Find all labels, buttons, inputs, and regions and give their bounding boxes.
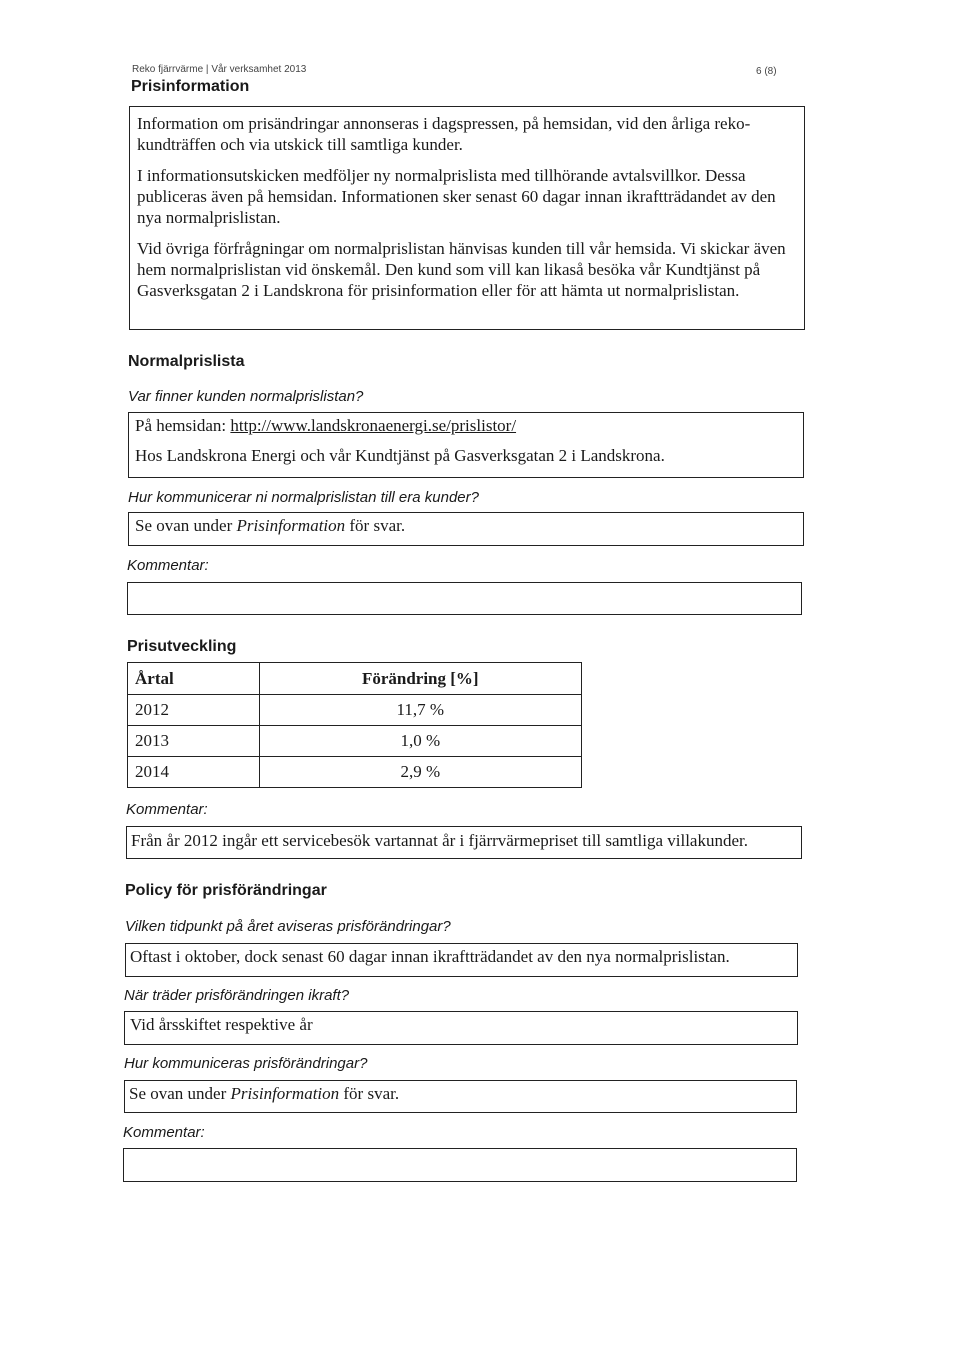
page-number: 6 (8) xyxy=(756,66,777,77)
cell-year: 2013 xyxy=(128,726,260,757)
section-title-policy: Policy för prisförändringar xyxy=(125,882,327,899)
comment-label: Kommentar: xyxy=(123,1124,205,1141)
price-development-table xyxy=(127,662,582,788)
comment-box-policy xyxy=(123,1148,797,1182)
info-paragraph: Information om prisändringar annonseras i dagspressen, på hemsidan, vid den årliga reko-kundträffen och via utskick till samtliga kunder. xyxy=(137,114,751,154)
table-header-row xyxy=(128,663,582,695)
cell-change: 2,9 % xyxy=(259,757,581,788)
answer-emphasis: Prisinformation xyxy=(230,1084,340,1103)
answer-how-communicated xyxy=(124,1080,797,1113)
cell-year: 2014 xyxy=(128,757,260,788)
table-row xyxy=(128,757,582,788)
answer-prefix: På hemsidan: xyxy=(135,416,227,435)
table-row xyxy=(128,726,582,757)
comment-label: Kommentar: xyxy=(127,557,209,574)
question-when-effective: När träder prisförändringen ikraft? xyxy=(124,987,350,1004)
answer-where-pricelist xyxy=(128,412,804,478)
comment-text: Från år 2012 ingår ett servicebesök vartannat år i fjärrvärmepriset till samtliga villakunder. xyxy=(131,831,748,850)
cell-change: 11,7 % xyxy=(259,695,581,726)
pricelist-link[interactable]: http://www.landskronaenergi.se/prislistor/ xyxy=(230,416,517,435)
comment-box-normalprislista xyxy=(127,582,802,615)
answer-how-communicate xyxy=(128,512,804,546)
answer-suffix: för svar. xyxy=(349,516,406,535)
comment-box-prisutveckling xyxy=(126,826,802,859)
question-how-communicate: Hur kommunicerar ni normalprislistan till era kunder? xyxy=(128,489,479,506)
answer-when-effective xyxy=(124,1011,798,1045)
header-separator: | xyxy=(205,64,209,75)
answer-prefix: Se ovan under xyxy=(129,1084,227,1103)
answer-when-announced xyxy=(125,943,798,977)
answer-suffix: för svar. xyxy=(343,1084,400,1103)
answer-prefix: Se ovan under xyxy=(135,516,233,535)
info-paragraph: Vid övriga förfrågningar om normalprislistan hänvisas kunden till vår hemsida. Vi skickar även hem normalprislistan vid önskemål. Den kund som vill kan likaså besöka vår Kundtjänst på Gasverksgatan 2 i Landskrona för prisinformation eller för att hämta ut normalprislistan. xyxy=(137,239,786,300)
prisinformation-box xyxy=(129,106,805,330)
column-header-change: Förändring [%] xyxy=(259,663,581,695)
section-title-prisutveckling: Prisutveckling xyxy=(127,638,237,655)
question-where-pricelist: Var finner kunden normalprislistan? xyxy=(128,388,364,405)
cell-year: 2012 xyxy=(128,695,260,726)
answer-line: Hos Landskrona Energi och vår Kundtjänst på Gasverksgatan 2 i Landskrona. xyxy=(135,446,665,465)
answer-emphasis: Prisinformation xyxy=(236,516,346,535)
column-header-year: Årtal xyxy=(128,663,260,695)
section-title-normalprislista: Normalprislista xyxy=(128,353,245,370)
answer-text: Oftast i oktober, dock senast 60 dagar innan ikraftträdandet av den nya normalprislistan. xyxy=(130,947,730,966)
comment-label: Kommentar: xyxy=(126,801,208,818)
answer-text: Vid årsskiftet respektive år xyxy=(130,1015,313,1034)
table-row xyxy=(128,695,582,726)
info-paragraph: I informationsutskicken medföljer ny normalprislista med tillhörande avtalsvillkor. Dessa publiceras även på hemsidan. Informationen sker senast 60 dagar innan ikraftträdandet av den nya normalprislistan. xyxy=(137,166,776,227)
running-header xyxy=(132,64,306,75)
header-company: Reko fjärrvärme xyxy=(132,64,204,75)
question-when-announced: Vilken tidpunkt på året aviseras prisförändringar? xyxy=(125,918,451,935)
section-title-prisinformation: Prisinformation xyxy=(131,78,250,95)
header-subtitle: Vår verksamhet 2013 xyxy=(211,64,307,75)
cell-change: 1,0 % xyxy=(259,726,581,757)
question-how-communicated: Hur kommuniceras prisförändringar? xyxy=(124,1055,368,1072)
